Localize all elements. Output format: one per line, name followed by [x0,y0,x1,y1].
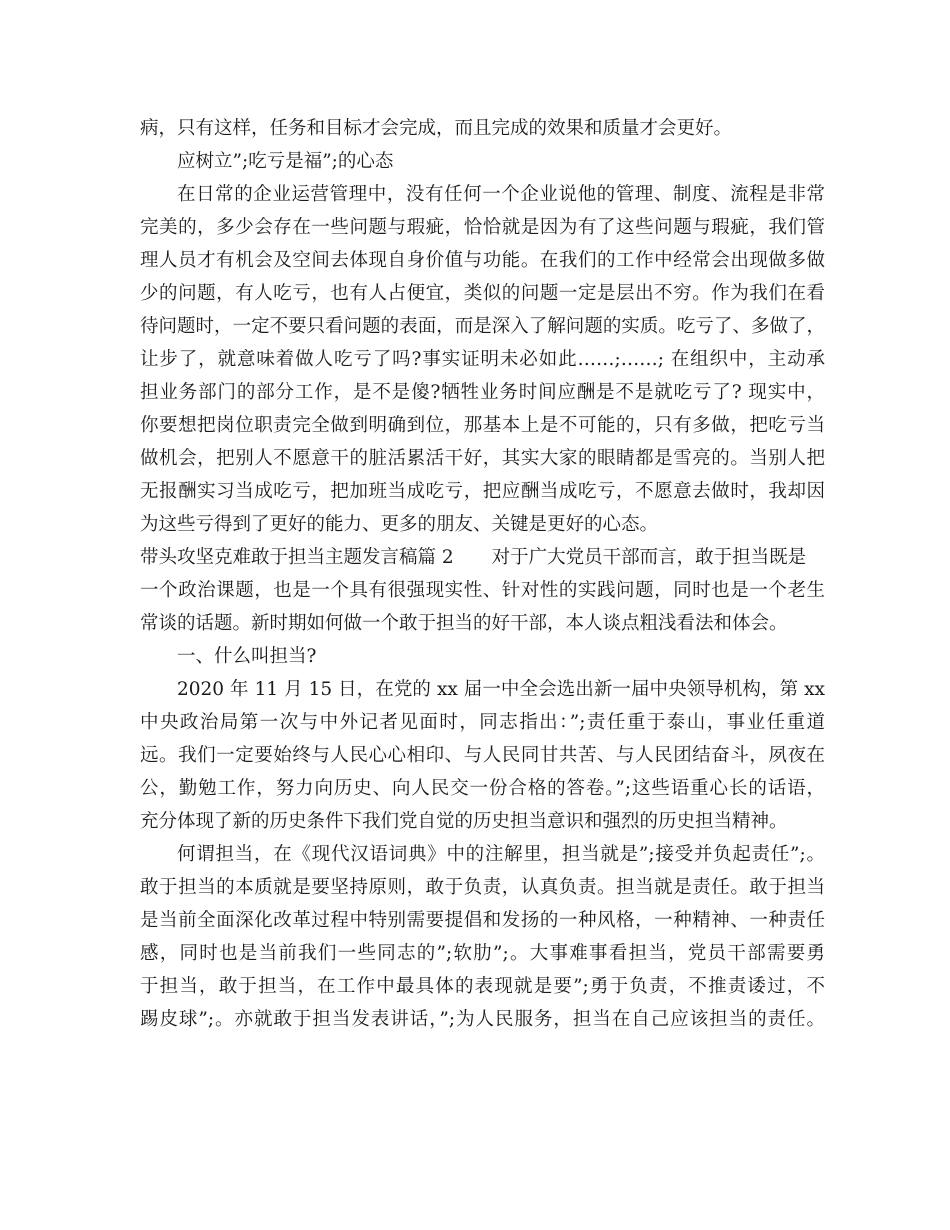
section-heading: 一、什么叫担当? [177,646,317,667]
text-line: 公，勤勉工作，努力向历史、向人民交一份合格的答卷。”;这些语重心长的话语， [140,778,825,799]
text-line: 为这些亏得到了更好的能力、更多的朋友、关键是更好的心态。 [140,514,659,535]
text-line: 在日常的企业运营管理中，没有任何一个企业说他的管理、制度、流程是非常 [177,184,825,205]
text-line: 于担当，敢于担当，在工作中最具体的表现就是要”;勇于负责，不推责诿过，不 [140,976,825,997]
article-title: 带头攻坚克难敢于担当主题发言稿篇 2 [140,547,454,568]
text-line: 病，只有这样，任务和目标才会完成，而且完成的效果和质量才会更好。 [140,118,733,139]
text-line: 你要想把岗位职责完全做到明确到位，那基本上是不可能的，只有多做，把吃亏当 [140,415,825,436]
text-line: 远。我们一定要始终与人民心心相印、与人民同甘共苦、与人民团结奋斗，夙夜在 [140,745,825,766]
text-line: 中央政治局第一次与中外记者见面时，同志指出：”;责任重于泰山，事业任重道 [140,712,825,733]
text-line: 敢于担当的本质就是要坚持原则，敢于负责，认真负责。担当就是责任。敢于担当 [140,877,825,898]
text-line: 待问题时，一定不要只看问题的表面，而是深入了解问题的实质。吃亏了、多做了， [140,316,825,337]
text-line: 让步了，就意味着做人吃亏了吗?事实证明未必如此……;……; 在组织中，主动承 [140,349,825,370]
article-title-line [140,541,825,574]
text-line: 充分体现了新的历史条件下我们党自觉的历史担当意识和强烈的历史担当精神。 [140,811,788,832]
text-line: 理人员才有机会及空间去体现自身价值与功能。在我们的工作中经常会出现做多做 [140,250,825,271]
text-line: 做机会，把别人不愿意干的脏活累活干好，其实大家的眼睛都是雪亮的。当别人把 [140,448,825,469]
text-line: 担业务部门的部分工作，是不是傻?牺牲业务时间应酬是不是就吃亏了? 现实中， [140,382,825,403]
text-line: 少的问题，有人吃亏，也有人占便宜，类似的问题一定是层出不穷。作为我们在看 [140,283,825,304]
text-line: 完美的，多少会存在一些问题与瑕疵，恰恰就是因为有了这些问题与瑕疵，我们管 [140,217,825,238]
text-line: 感，同时也是当前我们一些同志的”;软肋”;。大事难事看担当，党员干部需要勇 [140,943,825,964]
text-line: 是当前全面深化改革过程中特别需要提倡和发扬的一种风格，一种精神、一种责任 [140,910,825,931]
text-line: 对于广大党员干部而言，敢于担当既是 [491,547,807,568]
text-line: 一个政治课题，也是一个具有很强现实性、针对性的实践问题，同时也是一个老生 [140,580,825,601]
section-heading: 应树立”;吃亏是福”;的心态 [177,151,394,172]
text-line: 踢皮球”;。亦就敢于担当发表讲话，”;为人民服务，担当在自己应该担当的责任。 [140,1009,825,1030]
text-line: 何谓担当，在《现代汉语词典》中的注解里，担当就是”;接受并负起责任”;。 [177,844,825,865]
text-line: 2020 年 11 月 15 日，在党的 xx 届一中全会选出新一届中央领导机构，第 xx [177,679,825,700]
text-line: 无报酬实习当成吃亏，把加班当成吃亏，把应酬当成吃亏，不愿意去做时，我却因 [140,481,825,502]
text-line: 常谈的话题。新时期如何做一个敢于担当的好干部，本人谈点粗浅看法和体会。 [140,613,788,634]
document-body [140,112,825,1036]
